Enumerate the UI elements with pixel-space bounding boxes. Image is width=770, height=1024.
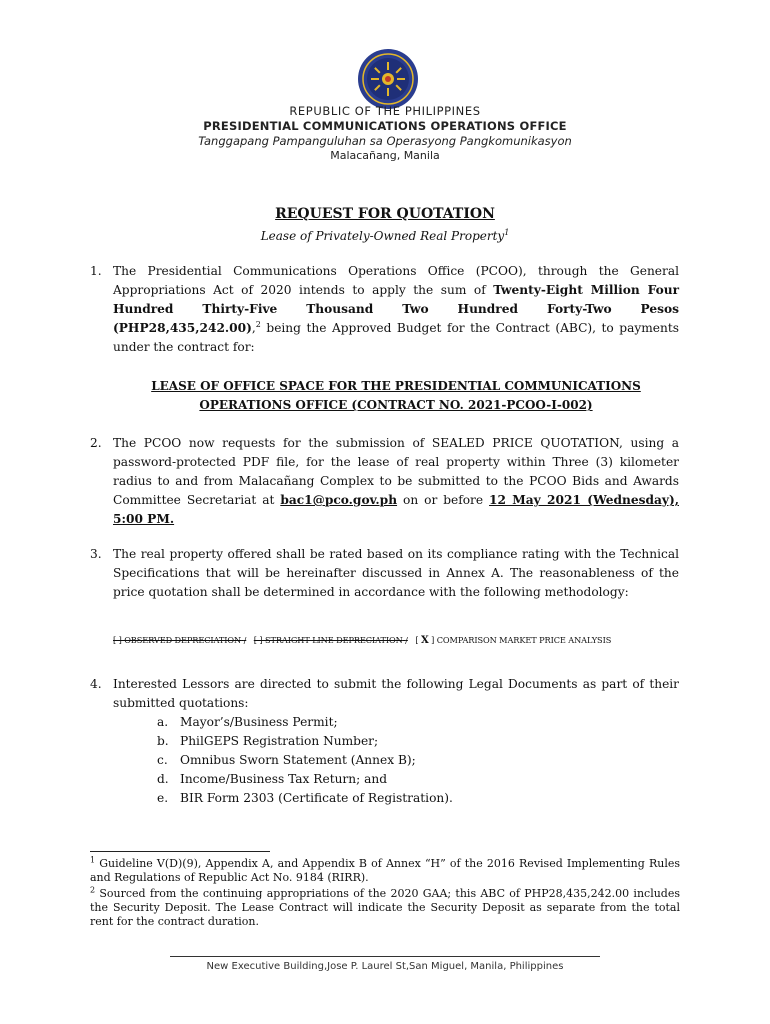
option-separator: /	[243, 635, 247, 645]
option-observed-depreciation: [ ] OBSERVED DEPRECIATION	[113, 635, 242, 645]
footnote-ref-1: 1	[504, 228, 510, 237]
paragraph-text-cont: on or before	[397, 493, 490, 507]
header-office-filipino: Tanggapang Pampanguluhan sa Operasyong Pangkomunikasyon	[198, 134, 572, 148]
paragraph-1	[90, 262, 679, 357]
paragraph-text: Interested Lessors are directed to submit the following Legal Documents as part of their submitted quotations:	[113, 677, 679, 710]
header-location: Malacañang, Manila	[330, 149, 440, 162]
option-separator: /	[405, 635, 408, 645]
list-item: e. BIR Form 2303 (Certificate of Registration).	[157, 791, 453, 805]
contract-name: LEASE OF OFFICE SPACE FOR THE PRESIDENTIAL COMMUNICATIONS OPERATIONS OFFICE (CONTRACT NO. 2021-PCOO-I-002)	[151, 379, 641, 412]
paragraph-text: The real property offered shall be rated based on its compliance rating with the Technical Specifications that will be hereinafter discussed in Annex A. The reasonableness of the price quotation shall be determined in accordance with the following methodology:	[113, 547, 679, 599]
document-subtitle	[0, 229, 770, 243]
paragraph-text: The Presidential Communications Operations Office (PCOO), through the General Appropriations Act of 2020 intends to apply the sum of	[113, 264, 679, 297]
amount-in-figures: (PHP28,435,242.00)	[113, 321, 252, 335]
option-comparison-market-price-analysis: ] COMPARISON MARKET PRICE ANALYSIS	[431, 635, 612, 645]
paragraph-2	[90, 434, 679, 529]
paragraph-text: The PCOO now requests for the submission of SEALED PRICE QUOTATION, using a password-protected PDF file, for the lease of real property within Three (3) kilometer radius to and from Malacañang Complex to be submitted to the PCOO Bids and Awards Committee Secretariat at	[113, 436, 679, 507]
option-straight-line-depreciation: [ ] STRAIGHT LINE DEPRECIATION	[253, 635, 403, 645]
paragraph-number: 1.	[90, 264, 102, 278]
legal-documents-list	[113, 713, 679, 808]
list-item: c. Omnibus Sworn Statement (Annex B);	[157, 753, 416, 767]
footnote-2: $^2$ Sourced from the continuing appropriations of the 2020 GAA; this ABC of PHP28,435,242.00 includes the Security Deposit. The Lease Contract will indicate the Security Deposit as separate from the total rent for the contract duration.	[90, 885, 680, 928]
email-link[interactable]: bac1@pco.gov.ph	[280, 493, 398, 507]
header-office: PRESIDENTIAL COMMUNICATIONS OPERATIONS OFFICE	[203, 119, 567, 133]
document-title: REQUEST FOR QUOTATION	[275, 206, 495, 222]
paragraph-number: 3.	[90, 547, 102, 561]
subtitle-text: Lease of Privately-Owned Real Property	[260, 229, 505, 243]
submission-deadline: 12 May 2021 (Wednesday), 5:00 PM.	[113, 493, 679, 526]
amount-in-words: Twenty-Eight Million Four Hundred Thirty-Five Thousand Two Hundred Forty-Two Pesos	[113, 283, 679, 316]
list-item: a. Mayor’s/Business Permit;	[157, 715, 338, 729]
option-comparison-open: [	[415, 635, 419, 645]
methodology-options	[113, 635, 679, 646]
paragraph-4	[90, 675, 679, 808]
amount-separator: ,	[251, 321, 256, 335]
paragraph-3	[90, 545, 679, 602]
footnote-divider	[90, 851, 270, 852]
pcoo-seal-logo	[357, 48, 419, 110]
footer-divider	[170, 956, 600, 957]
list-item: d. Income/Business Tax Return; and	[157, 772, 388, 786]
header-country: REPUBLIC OF THE PHILIPPINES	[289, 104, 481, 118]
paragraph-number: 4.	[90, 677, 102, 691]
footnote-1: $^1$ Guideline V(D)(9), Appendix A, and Appendix B of Annex “H” of the 2016 Revised Implementing Rules and Regulations of Republic Act No. 9184 (RIRR).	[90, 855, 680, 884]
list-item: b. PhilGEPS Registration Number;	[157, 734, 379, 748]
option-comparison-checkmark: X	[420, 635, 429, 646]
footer-address: New Executive Building,Jose P. Laurel St,San Miguel, Manila, Philippines	[206, 961, 564, 972]
footnote-ref-2: 2	[255, 319, 261, 329]
paragraph-text-cont: being the Approved Budget for the Contract (ABC), to payments under the contract for:	[113, 321, 679, 354]
paragraph-number: 2.	[90, 436, 102, 450]
